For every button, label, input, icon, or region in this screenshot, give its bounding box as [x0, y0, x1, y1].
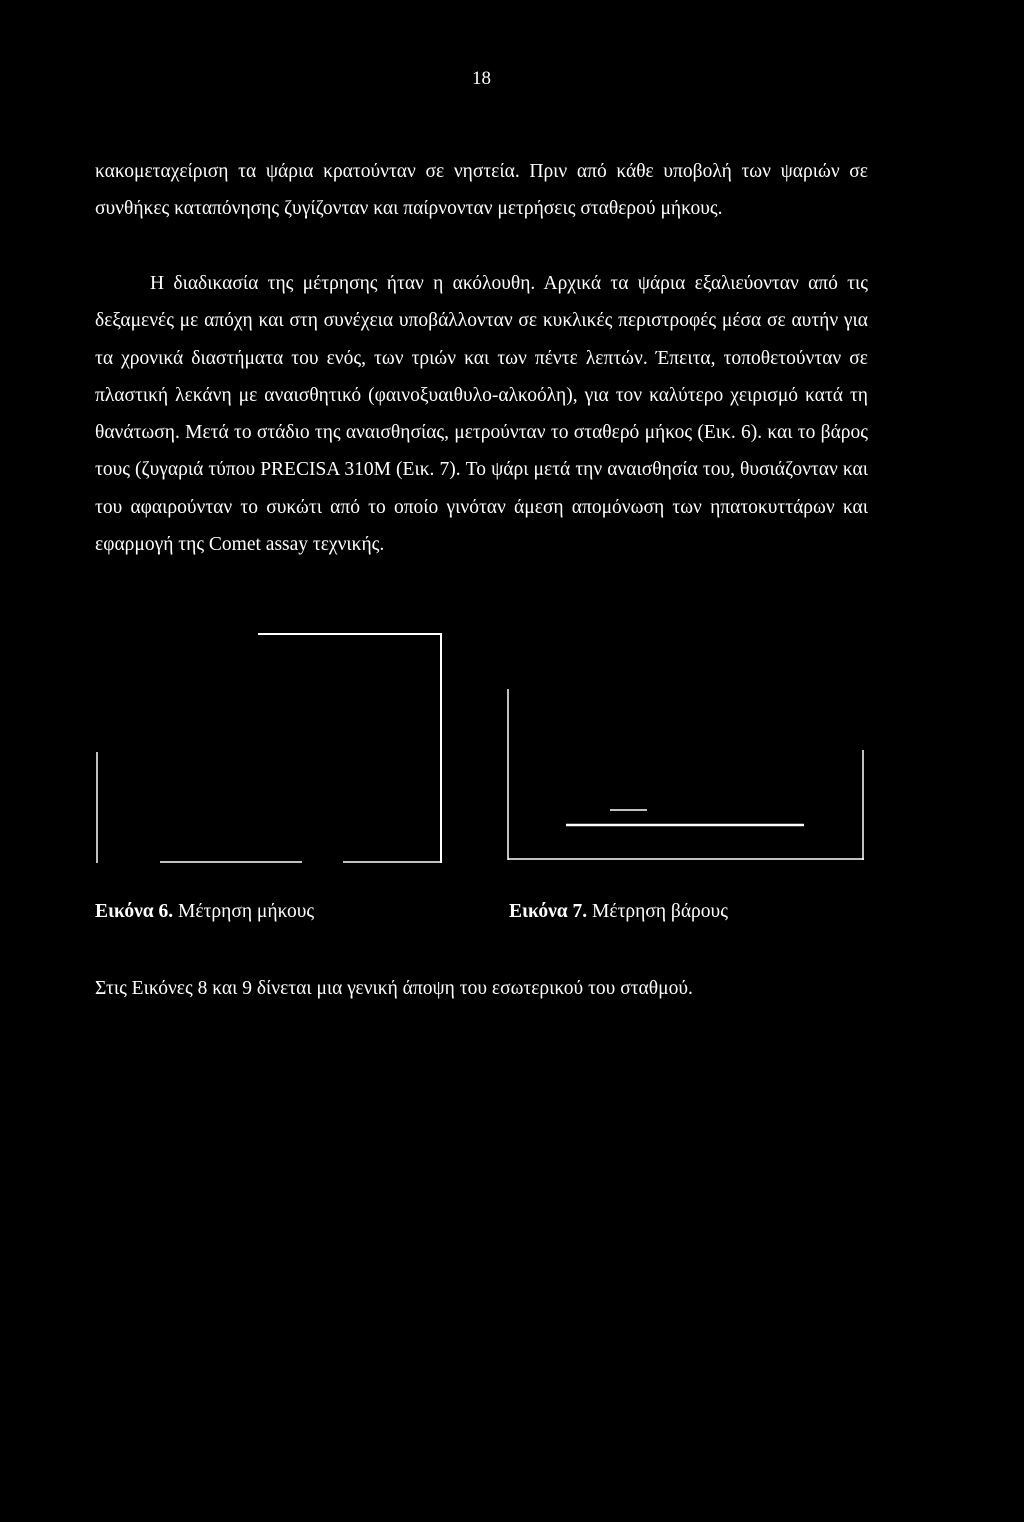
figure-6-caption: [95, 901, 314, 923]
page-number: 18: [472, 68, 491, 89]
figure-6-label: Εικόνα 6.: [95, 901, 174, 922]
figure-7-label: Εικόνα 7.: [509, 901, 588, 922]
figure-7-caption: [509, 901, 728, 923]
figure-7-image: [502, 627, 872, 867]
paragraph-1: κακομεταχείριση τα ψάρια κρατούνταν σε νηστεία. Πριν από κάθε υποβολή των ψαριών σε συνθήκες καταπόνησης ζυγίζονταν και παίρνονταν μετρήσεις σταθερού μήκους.: [95, 161, 868, 220]
closing-paragraph: Στις Εικόνες 8 και 9 δίνεται μια γενική άποψη του εσωτερικού του σταθμού.: [95, 978, 693, 999]
figure-6-image: [90, 627, 450, 867]
paragraph-2: Η διαδικασία της μέτρησης ήταν η ακόλουθη. Αρχικά τα ψάρια εξαλιεύονταν από τις δεξαμενές με απόχη και στη συνέχεια υποβάλλονταν σε κυκλικές περιστροφές μέσα σε αυτήν για τα χρονικά διαστήματα του ενός, των τριών και των πέντε λεπτών. Έπειτα, τοποθετούνταν σε πλαστική λεκάνη με αναισθητικό (φαινοξυαιθυλο-αλκοόλη), για τον καλύτερο χειρισμό κατά τη θανάτωση. Μετά το στάδιο της αναισθησίας, μετρούνταν το σταθερό μήκος (Εικ. 6). και το βάρος τους (ζυγαριά τύπου PRECISA 310M (Εικ. 7). Το ψάρι μετά την αναισθησία του, θυσιάζονταν και του αφαιρούνταν το συκώτι από το οποίο γινόταν άμεση απομόνωση των ηπατοκυττάρων και εφαρμογή της Comet assay τεχνικής.: [95, 273, 868, 556]
figure-7-caption-text: Μέτρηση βάρους: [592, 901, 728, 922]
figure-6-caption-text: Μέτρηση μήκους: [178, 901, 315, 922]
